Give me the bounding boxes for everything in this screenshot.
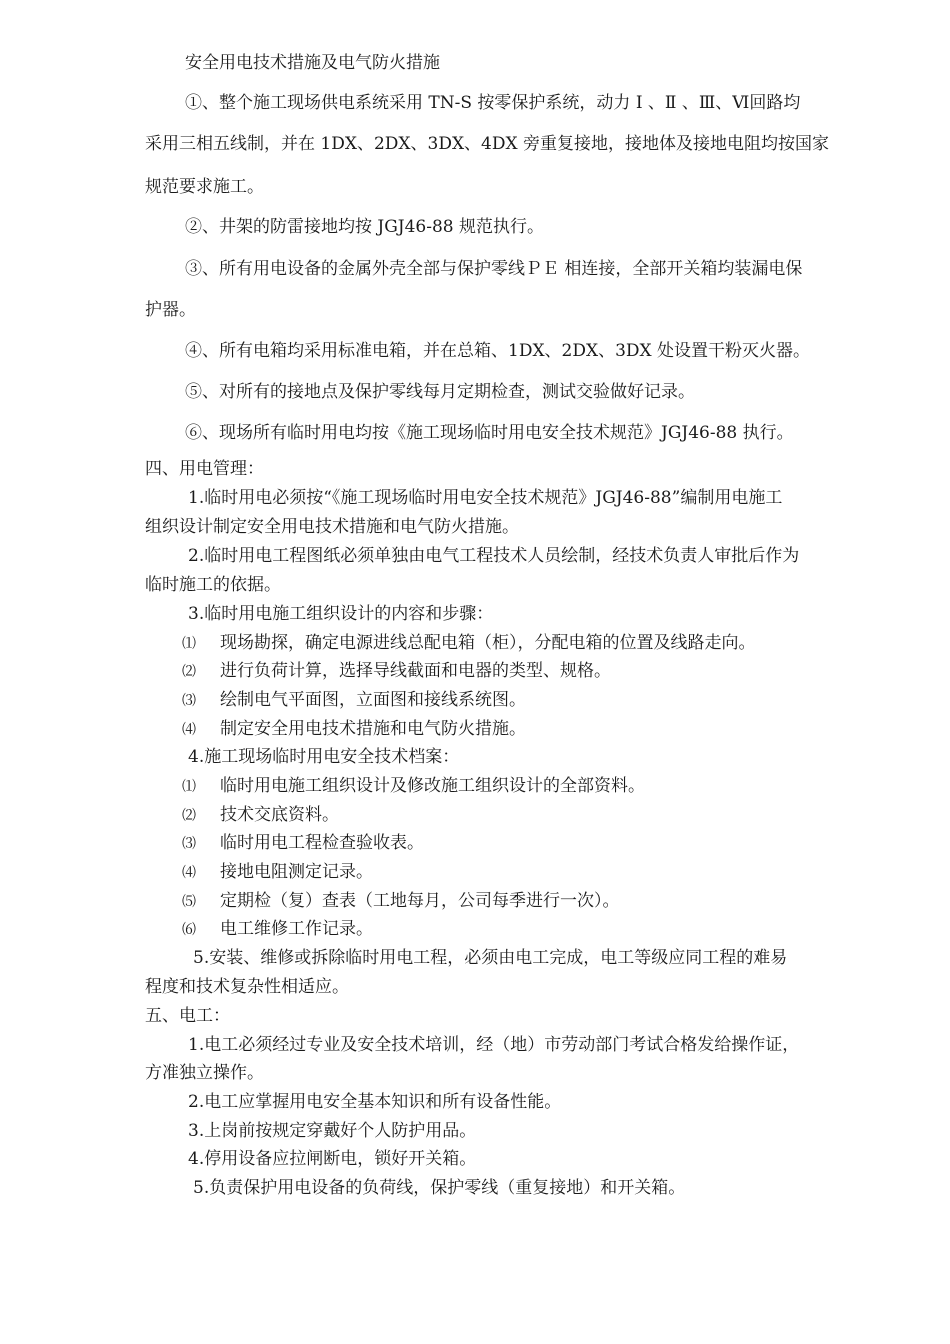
sub-item <box>182 861 373 884</box>
measure-3-line-2: 护器。 <box>145 300 196 320</box>
section-5-item-1-line-1: 1.电工必须经过专业及安全技术培训，经（地）市劳动部门考试合格发给操作证， <box>188 1035 800 1055</box>
sub-item-number: ⑴ <box>182 636 196 652</box>
section-5-item-1-line-2: 方准独立操作。 <box>145 1063 264 1083</box>
sub-item-text: 现场勘探，确定电源进线总配电箱（柜），分配电箱的位置及线路走向。 <box>220 633 756 653</box>
sub-item <box>182 918 373 941</box>
section-4-heading: 四、用电管理： <box>145 459 264 479</box>
sub-item <box>182 804 339 827</box>
sub-item-text: 进行负荷计算，选择导线截面和电器的类型、规格。 <box>220 661 611 681</box>
sub-item-text: 绘制电气平面图，立面图和接线系统图。 <box>220 690 526 710</box>
measure-4: ④、所有电箱均采用标准电箱，并在总箱、1DX、2DX、3DX 处设置干粉灭火器。 <box>185 341 811 361</box>
sub-item-number: ⑷ <box>182 722 196 738</box>
measure-2: ②、井架的防雷接地均按 JGJ46-88 规范执行。 <box>185 217 545 237</box>
measure-3-line-1: ③、所有用电设备的金属外壳全部与保护零线ＰＥ 相连接，全部开关箱均装漏电保 <box>185 259 803 279</box>
sub-item-number: ⑹ <box>182 922 196 938</box>
sub-item-number: ⑶ <box>182 693 196 709</box>
sub-item <box>182 890 620 913</box>
section-4-item-3: 3.临时用电施工组织设计的内容和步骤： <box>188 604 494 624</box>
section-4-item-5-line-1: 5.安装、维修或拆除临时用电工程，必须由电工完成，电工等级应同工程的难易 <box>193 948 788 968</box>
sub-item <box>182 718 526 741</box>
sub-item-text: 接地电阻测定记录。 <box>220 862 373 882</box>
sub-item-number: ⑸ <box>182 894 196 910</box>
sub-item-text: 技术交底资料。 <box>220 805 339 825</box>
sub-item-number: ⑵ <box>182 664 196 680</box>
section-5-item-2: 2.电工应掌握用电安全基本知识和所有设备性能。 <box>188 1092 562 1112</box>
sub-item-text: 电工维修工作记录。 <box>220 919 373 939</box>
section-4-item-1-line-2: 组织设计制定安全用电技术措施和电气防火措施。 <box>145 517 519 537</box>
sub-item <box>182 832 424 855</box>
sub-item <box>182 775 645 798</box>
sub-item <box>182 632 756 655</box>
measure-1-line-3: 规范要求施工。 <box>145 177 264 197</box>
section-4-item-1-line-1: 1.临时用电必须按“《施工现场临时用电安全技术规范》JGJ46-88”编制用电施工 <box>188 488 783 508</box>
section-4-item-2-line-1: 2.临时用电工程图纸必须单独由电气工程技术人员绘制，经技术负责人审批后作为 <box>188 546 800 566</box>
section-5-item-5: 5.负责保护用电设备的负荷线，保护零线（重复接地）和开关箱。 <box>193 1178 686 1198</box>
sub-item-number: ⑶ <box>182 836 196 852</box>
measure-1-line-2: 采用三相五线制，并在 1DX、2DX、3DX、4DX 旁重复接地，接地体及接地电阻均按国家 <box>145 134 829 154</box>
sub-item-number: ⑵ <box>182 808 196 824</box>
sub-item-number: ⑴ <box>182 779 196 795</box>
sub-item <box>182 660 611 683</box>
sub-item-text: 临时用电施工组织设计及修改施工组织设计的全部资料。 <box>220 776 645 796</box>
document-title: 安全用电技术措施及电气防火措施 <box>185 53 440 73</box>
section-5-heading: 五、电工： <box>145 1006 230 1026</box>
section-4-item-2-line-2: 临时施工的依据。 <box>145 575 281 595</box>
sub-item <box>182 689 526 712</box>
measure-5: ⑤、对所有的接地点及保护零线每月定期检查，测试交验做好记录。 <box>185 382 695 402</box>
section-4-item-4: 4.施工现场临时用电安全技术档案： <box>188 747 460 767</box>
sub-item-text: 临时用电工程检查验收表。 <box>220 833 424 853</box>
measure-1-line-1: ①、整个施工现场供电系统采用 TN-S 按零保护系统，动力 Ⅰ 、Ⅱ 、Ⅲ、Ⅵ回路均 <box>185 93 801 113</box>
sub-item-number: ⑷ <box>182 865 196 881</box>
measure-6: ⑥、现场所有临时用电均按《施工现场临时用电安全技术规范》JGJ46-88 执行。 <box>185 423 794 443</box>
section-5-item-4: 4.停用设备应拉闸断电，锁好开关箱。 <box>188 1149 477 1169</box>
section-5-item-3: 3.上岗前按规定穿戴好个人防护用品。 <box>188 1121 477 1141</box>
sub-item-text: 定期检（复）查表（工地每月，公司每季进行一次）。 <box>220 891 620 911</box>
section-4-item-5-line-2: 程度和技术复杂性相适应。 <box>145 977 349 997</box>
sub-item-text: 制定安全用电技术措施和电气防火措施。 <box>220 719 526 739</box>
